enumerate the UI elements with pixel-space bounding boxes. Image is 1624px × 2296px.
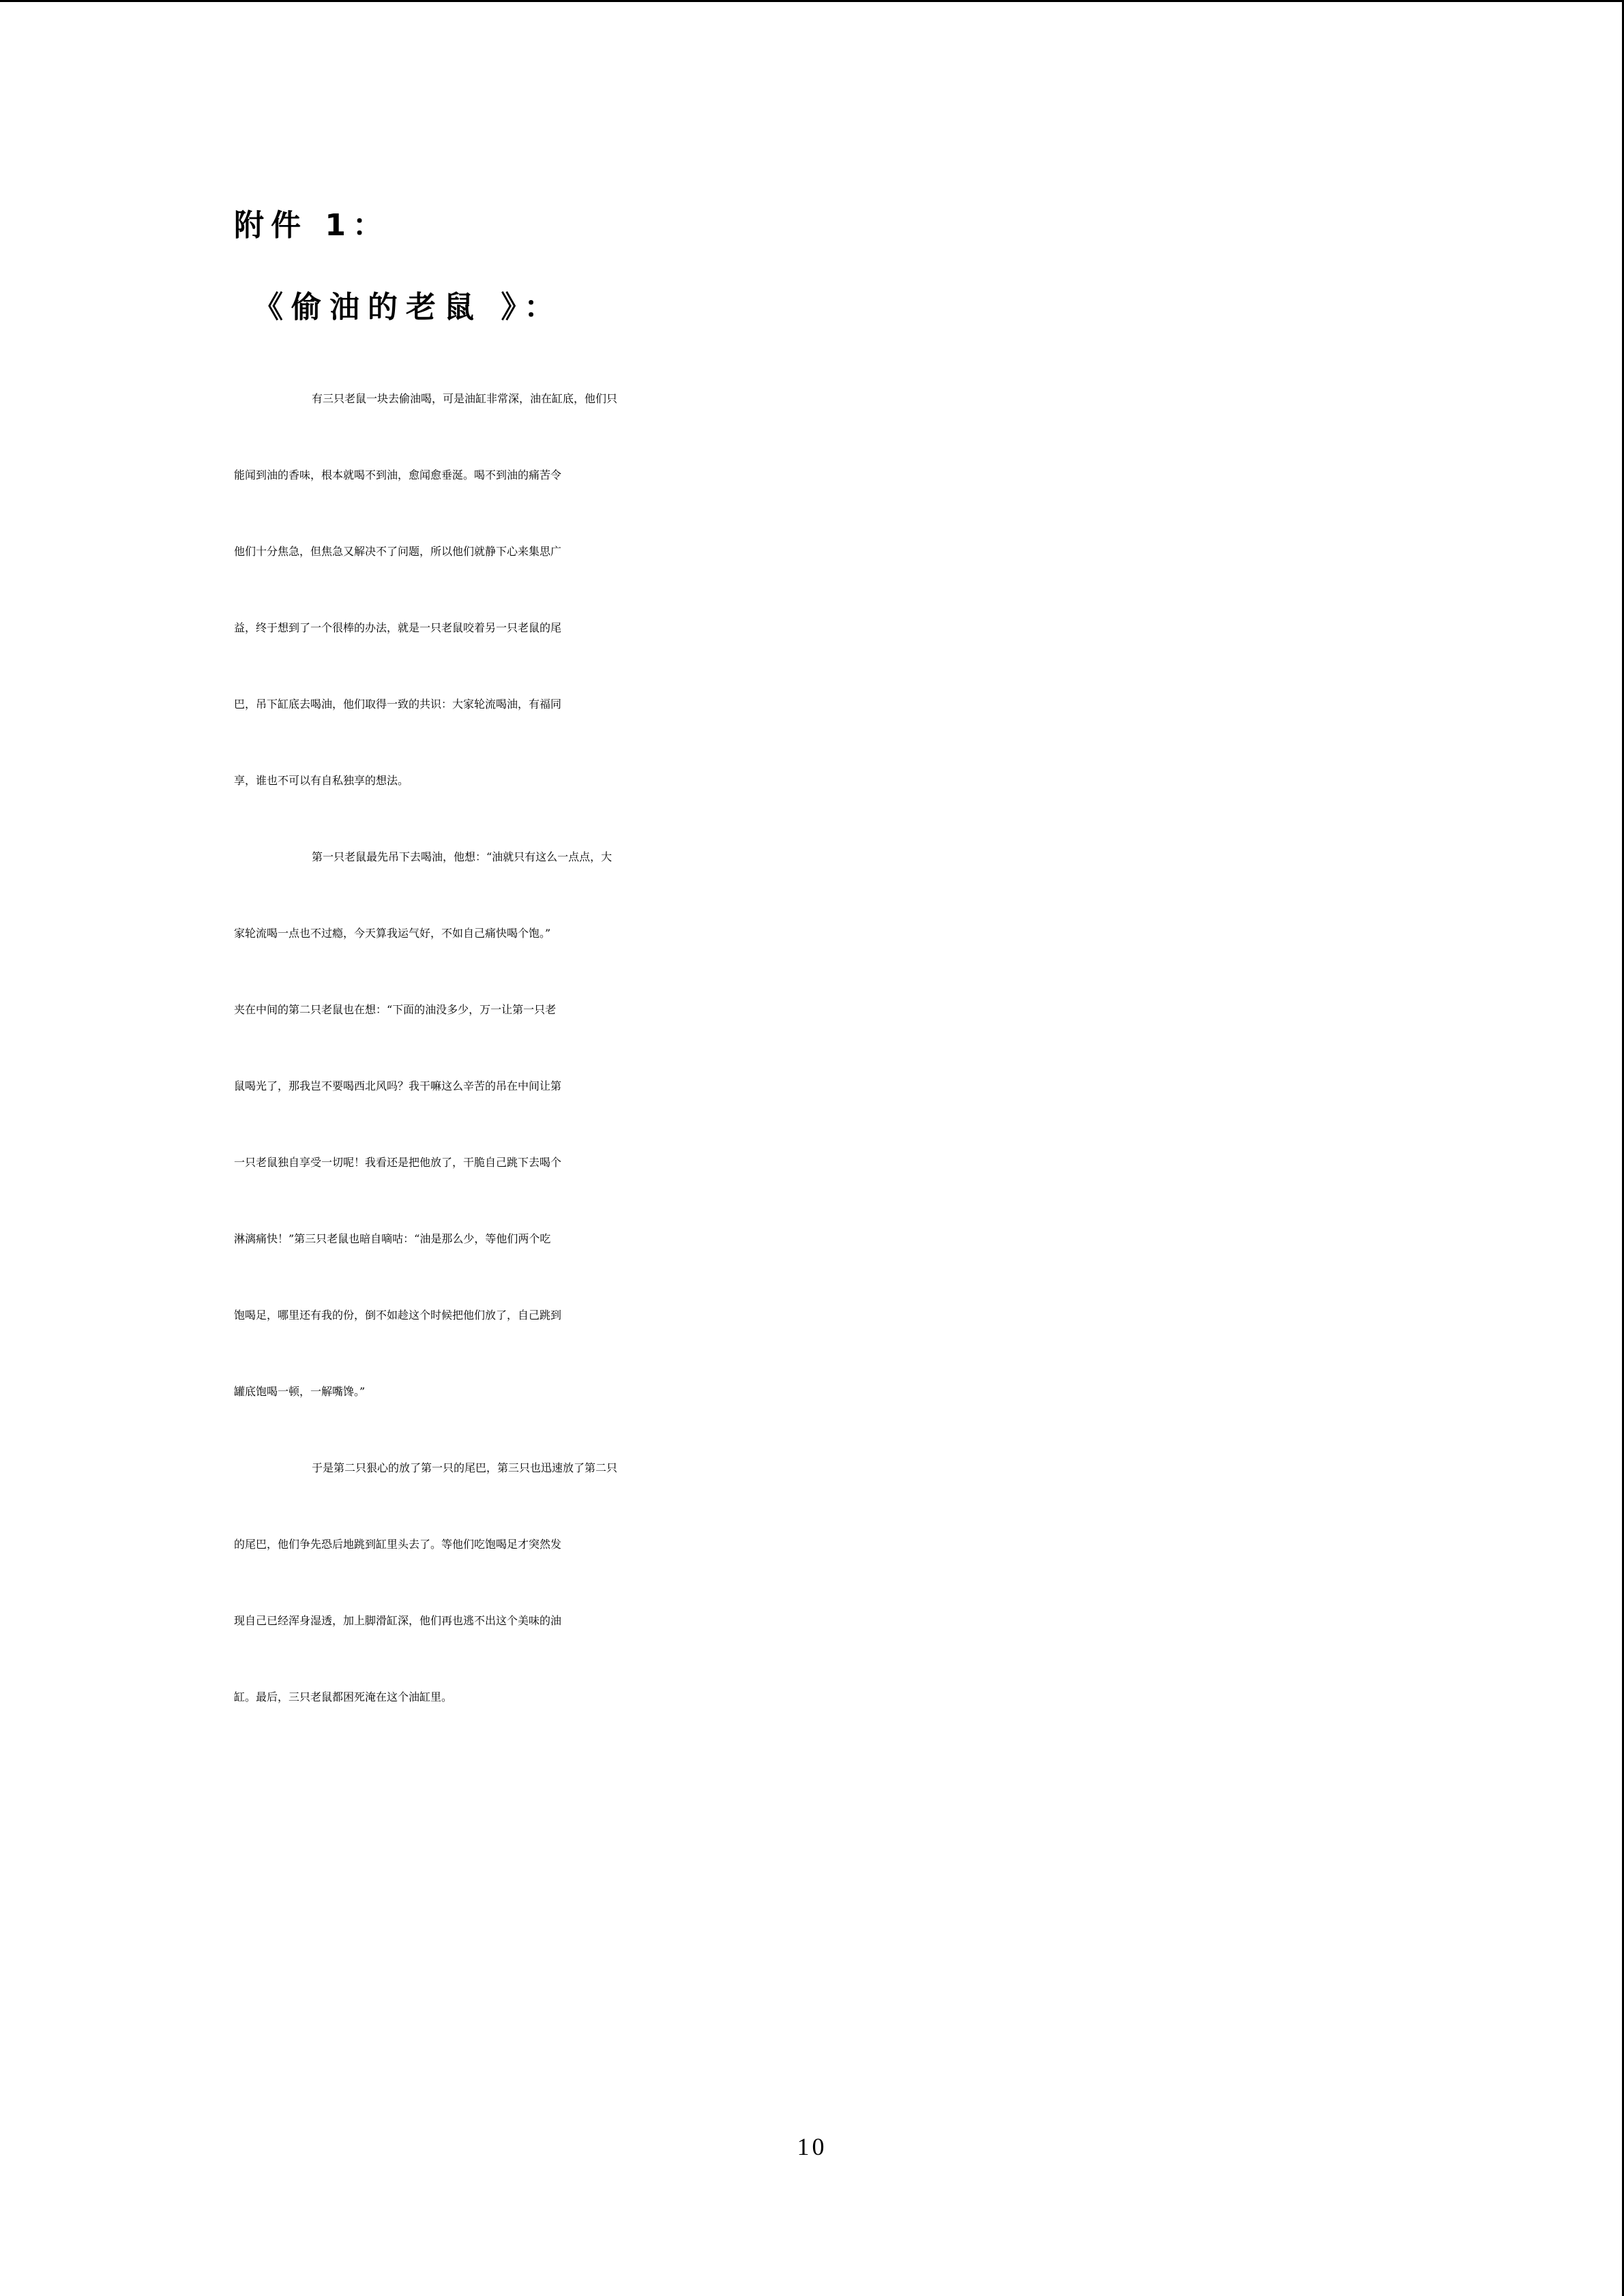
text-line: 淋漓痛快！”第三只老鼠也暗自嘀咕：“油是那么少，等他们两个吃 bbox=[234, 1232, 551, 1245]
text-line: 享，谁也不可以有自私独享的想法。 bbox=[234, 774, 409, 787]
story-body bbox=[234, 361, 1380, 1735]
paragraph-1 bbox=[234, 361, 1380, 819]
paragraph-2 bbox=[234, 819, 1380, 1430]
text-line: 缸。最后，三只老鼠都困死淹在这个油缸里。 bbox=[234, 1690, 453, 1703]
text-line: 巴，吊下缸底去喝油，他们取得一致的共识：大家轮流喝油，有福同 bbox=[234, 698, 562, 711]
text-line: 的尾巴，他们争先恐后地跳到缸里头去了。等他们吃饱喝足才突然发 bbox=[234, 1538, 562, 1551]
text-line: 能闻到油的香味，根本就喝不到油，愈闻愈垂涎。喝不到油的痛苦令 bbox=[234, 468, 562, 481]
text-line: 罐底饱喝一顿，一解嘴馋。” bbox=[234, 1385, 366, 1398]
text-line: 第一只老鼠最先吊下去喝油，他想：“油就只有这么一点点，大 bbox=[312, 850, 612, 863]
text-line: 夹在中间的第二只老鼠也在想：“下面的油没多少，万一让第一只老 bbox=[234, 1003, 557, 1016]
text-line: 一只老鼠独自享受一切呢！我看还是把他放了，干脆自己跳下去喝个 bbox=[234, 1156, 562, 1169]
text-line: 他们十分焦急，但焦急又解决不了问题，所以他们就静下心来集思广 bbox=[234, 545, 562, 558]
paragraph-3 bbox=[234, 1430, 1380, 1735]
text-line: 现自己已经浑身湿透，加上脚滑缸深，他们再也逃不出这个美味的油 bbox=[234, 1614, 562, 1627]
text-line: 益，终于想到了一个很棒的办法，就是一只老鼠咬着另一只老鼠的尾 bbox=[234, 621, 562, 634]
text-line: 鼠喝光了，那我岂不要喝西北风吗？我干嘛这么辛苦的吊在中间让第 bbox=[234, 1079, 562, 1092]
text-line: 饱喝足，哪里还有我的份，倒不如趁这个时候把他们放了，自己跳到 bbox=[234, 1309, 562, 1322]
attachment-heading: 附件 1： bbox=[234, 208, 389, 243]
page-number: 10 bbox=[797, 2133, 827, 2160]
story-title: 《偷油的老鼠 》： bbox=[253, 290, 563, 325]
text-line: 有三只老鼠一块去偷油喝，可是油缸非常深，油在缸底，他们只 bbox=[312, 392, 618, 405]
text-line: 于是第二只狠心的放了第一只的尾巴，第三只也迅速放了第二只 bbox=[312, 1461, 618, 1474]
text-line: 家轮流喝一点也不过瘾，今天算我运气好，不如自己痛快喝个饱。” bbox=[234, 927, 551, 940]
page-top-border bbox=[0, 0, 1624, 2]
